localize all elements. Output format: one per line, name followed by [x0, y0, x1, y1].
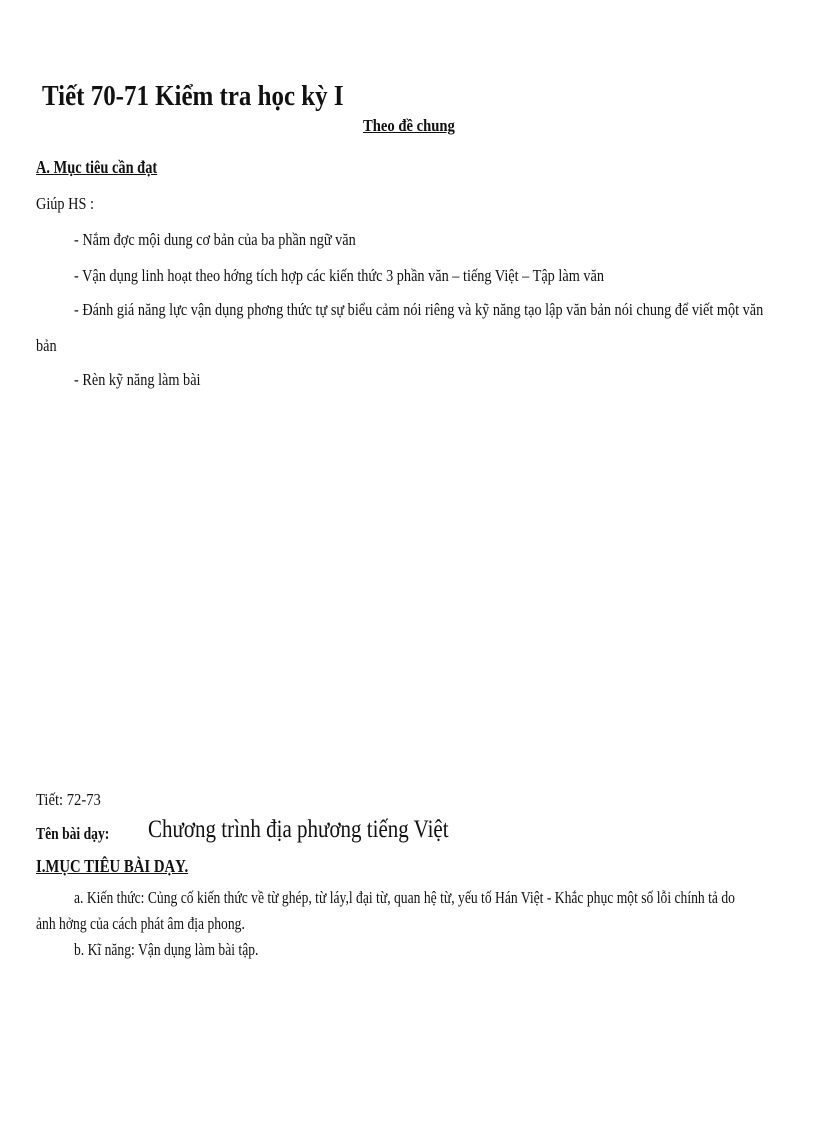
section-a-intro: Giúp HS :	[36, 194, 94, 213]
objective-item: b. Kĩ năng: Vận dụng làm bài tập.	[74, 940, 259, 959]
objective-item: a. Kiến thức: Củng cố kiến thức về từ ghép, từ láy,l đại từ, quan hệ từ, yếu tố Hán Việt - Khắc phục một số lỗi chính tả do	[74, 888, 735, 907]
goal-item: - Nắm đợc mội dung cơ bản của ba phần ngữ văn	[74, 230, 356, 249]
lesson-name-label: Tên bài dạy:	[36, 824, 110, 843]
section-i-heading: I.MỤC TIÊU BÀI DẠY.	[36, 856, 189, 876]
lesson-name: Chương trình địa phương tiếng Việt	[148, 816, 449, 843]
page-title: Tiết 70-71 Kiểm tra học kỳ I	[42, 80, 344, 112]
goal-item: - Rèn kỹ năng làm bài	[74, 370, 201, 389]
goal-item: - Đánh giá năng lực vận dụng phơng thức tự sự biểu cảm nói riêng và kỹ năng tạo lập văn bản nói chung để viết một văn	[74, 300, 764, 319]
goal-item: - Vận dụng linh hoạt theo hớng tích hợp các kiến thức 3 phần văn – tiếng Việt – Tập làm văn	[74, 266, 605, 285]
objective-item-continuation: ảnh hởng của cách phát âm địa phong.	[36, 914, 245, 933]
section-a-heading: A. Mục tiêu cần đạt	[36, 157, 158, 177]
lesson-number: Tiết: 72-73	[36, 790, 101, 809]
page-subtitle: Theo đề chung	[363, 116, 455, 135]
goal-item-continuation: bản	[36, 336, 57, 355]
